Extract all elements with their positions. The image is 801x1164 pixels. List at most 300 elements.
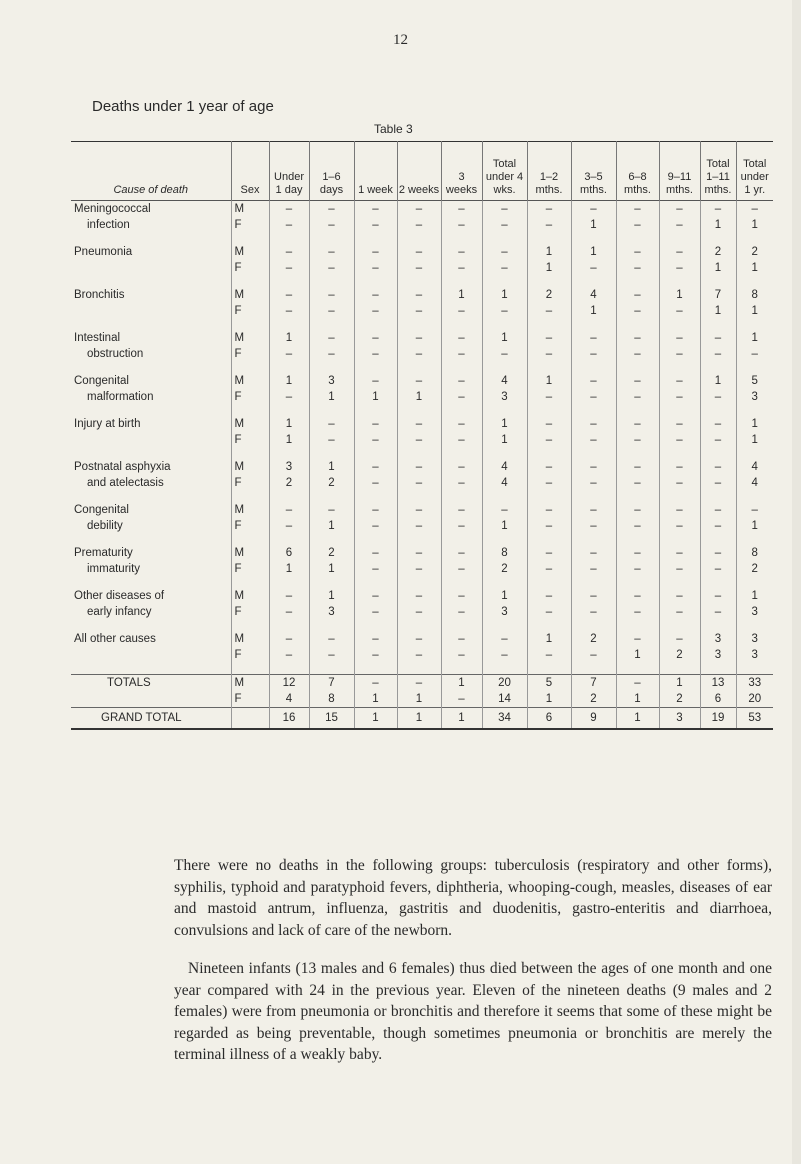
spacer-row [71, 534, 773, 545]
value-cell: 12 [269, 675, 309, 692]
spacer-cell [571, 362, 616, 373]
table-row [71, 459, 773, 475]
value-cell: – [571, 432, 616, 448]
spacer-cell [397, 534, 441, 545]
spacer-cell [527, 405, 571, 416]
value-cell: – [441, 201, 482, 218]
spacer-cell [441, 448, 482, 459]
column-header: 1–6 days [309, 142, 354, 201]
spacer-cell [71, 405, 231, 416]
value-cell: – [441, 561, 482, 577]
value-cell: – [700, 459, 736, 475]
value-cell: – [571, 346, 616, 362]
spacer-cell [571, 233, 616, 244]
value-cell: – [527, 502, 571, 518]
cause-cell: early infancy [87, 606, 152, 618]
value-cell: 4 [482, 475, 527, 491]
value-cell: – [309, 432, 354, 448]
spacer-row [71, 663, 773, 675]
spacer-cell [71, 448, 231, 459]
value-cell: 1 [736, 260, 773, 276]
value-cell: 1 [269, 330, 309, 346]
spacer-cell [441, 319, 482, 330]
spacer-cell [309, 577, 354, 588]
value-cell: – [441, 459, 482, 475]
column-header: Total under 1 yr. [736, 142, 773, 201]
table-header-row [71, 142, 773, 201]
value-cell: – [397, 303, 441, 319]
spacer-cell [231, 319, 269, 330]
value-cell: – [571, 459, 616, 475]
spacer-cell [441, 233, 482, 244]
value-cell: – [527, 604, 571, 620]
value-cell: – [269, 303, 309, 319]
sex-cell: M [231, 416, 269, 432]
value-cell: – [736, 502, 773, 518]
table-row [71, 416, 773, 432]
spacer-cell [397, 233, 441, 244]
value-cell: – [482, 346, 527, 362]
value-cell: – [616, 475, 659, 491]
value-cell: – [269, 631, 309, 647]
spacer-cell [736, 491, 773, 502]
value-cell: – [397, 201, 441, 218]
spacer-cell [354, 362, 397, 373]
value-cell: – [527, 201, 571, 218]
sex-cell: M [231, 588, 269, 604]
spacer-cell [527, 491, 571, 502]
value-cell: – [616, 260, 659, 276]
spacer-cell [482, 577, 527, 588]
sex-cell: M [231, 631, 269, 647]
value-cell: – [659, 631, 700, 647]
value-cell: – [571, 647, 616, 663]
value-cell: – [269, 588, 309, 604]
spacer-cell [354, 276, 397, 287]
cause-cell: Congenital [74, 375, 129, 387]
value-cell: 20 [736, 691, 773, 708]
table-row [71, 303, 773, 319]
value-cell: – [309, 631, 354, 647]
value-cell: 1 [527, 631, 571, 647]
value-cell: 34 [482, 708, 527, 730]
value-cell: – [269, 217, 309, 233]
value-cell: – [700, 201, 736, 218]
spacer-cell [309, 620, 354, 631]
value-cell: – [441, 604, 482, 620]
cause-cell: immaturity [87, 563, 141, 575]
value-cell: 6 [527, 708, 571, 730]
value-cell: 1 [482, 518, 527, 534]
value-cell: – [700, 475, 736, 491]
value-cell: – [269, 260, 309, 276]
value-cell: 1 [736, 217, 773, 233]
value-cell: – [659, 475, 700, 491]
spacer-cell [231, 233, 269, 244]
spacer-cell [482, 534, 527, 545]
value-cell: – [354, 416, 397, 432]
value-cell: 1 [309, 518, 354, 534]
value-cell: – [659, 518, 700, 534]
value-cell: 2 [571, 691, 616, 708]
spacer-cell [482, 362, 527, 373]
value-cell: – [527, 588, 571, 604]
value-cell: – [441, 588, 482, 604]
value-cell: – [269, 604, 309, 620]
spacer-cell [571, 663, 616, 675]
sex-cell [231, 708, 269, 730]
value-cell: – [482, 647, 527, 663]
spacer-cell [397, 577, 441, 588]
spacer-cell [700, 319, 736, 330]
spacer-cell [269, 319, 309, 330]
value-cell: – [700, 389, 736, 405]
spacer-cell [571, 319, 616, 330]
spacer-cell [354, 620, 397, 631]
value-cell: – [397, 330, 441, 346]
value-cell: – [354, 561, 397, 577]
spacer-cell [659, 620, 700, 631]
value-cell: – [397, 604, 441, 620]
value-cell: 2 [736, 561, 773, 577]
spacer-cell [354, 405, 397, 416]
value-cell: – [616, 373, 659, 389]
spacer-cell [482, 319, 527, 330]
spacer-row [71, 448, 773, 459]
value-cell: – [269, 518, 309, 534]
spacer-cell [441, 491, 482, 502]
spacer-cell [354, 663, 397, 675]
value-cell: – [616, 518, 659, 534]
spacer-cell [700, 405, 736, 416]
spacer-row [71, 276, 773, 287]
spacer-cell [736, 276, 773, 287]
cause-cell [71, 647, 231, 663]
spacer-cell [616, 577, 659, 588]
table-row [71, 432, 773, 448]
value-cell: 16 [269, 708, 309, 730]
value-cell: – [616, 604, 659, 620]
cause-cell: obstruction [87, 348, 144, 360]
table-row [71, 518, 773, 534]
value-cell: 6 [700, 691, 736, 708]
cause-cell: malformation [87, 391, 154, 403]
value-cell: – [527, 561, 571, 577]
value-cell: 3 [736, 631, 773, 647]
spacer-cell [700, 362, 736, 373]
value-cell: 1 [269, 373, 309, 389]
value-cell: 1 [527, 691, 571, 708]
value-cell: 1 [309, 389, 354, 405]
value-cell: – [397, 545, 441, 561]
value-cell: 4 [571, 287, 616, 303]
value-cell: – [527, 330, 571, 346]
value-cell: – [354, 518, 397, 534]
value-cell: – [700, 518, 736, 534]
value-cell: – [441, 631, 482, 647]
value-cell: – [616, 244, 659, 260]
spacer-cell [231, 362, 269, 373]
value-cell: – [441, 502, 482, 518]
value-cell: – [309, 647, 354, 663]
spacer-cell [231, 405, 269, 416]
value-cell: – [309, 217, 354, 233]
spacer-cell [397, 663, 441, 675]
spacer-cell [616, 663, 659, 675]
sex-cell: F [231, 217, 269, 233]
page-number: 12 [393, 32, 408, 48]
value-cell: – [571, 604, 616, 620]
sex-cell: M [231, 545, 269, 561]
value-cell: – [482, 303, 527, 319]
value-cell: – [571, 389, 616, 405]
spacer-cell [527, 319, 571, 330]
table-row [71, 604, 773, 620]
value-cell: – [397, 475, 441, 491]
value-cell: 1 [482, 432, 527, 448]
value-cell: – [441, 244, 482, 260]
spacer-cell [700, 276, 736, 287]
sex-cell: M [231, 244, 269, 260]
value-cell: 14 [482, 691, 527, 708]
value-cell: 4 [482, 459, 527, 475]
value-cell: 1 [736, 416, 773, 432]
spacer-cell [269, 534, 309, 545]
value-cell: 2 [700, 244, 736, 260]
spacer-cell [441, 534, 482, 545]
table-row [71, 561, 773, 577]
value-cell: – [397, 459, 441, 475]
value-cell: – [441, 260, 482, 276]
value-cell: – [354, 432, 397, 448]
body-paragraph: Nineteen infants (13 males and 6 females) thus died between the ages of one month and one year compared with 24 in the previous year. Eleven of the nineteen deaths (9 males and 2 females) were from pneumonia or bronchitis and therefore it seems that some of these might be regarded as being preventable, though sometimes pneumonia or bronchitis are merely the terminal illness of a weakly baby. [174, 960, 772, 1063]
value-cell: – [354, 303, 397, 319]
value-cell: – [269, 346, 309, 362]
value-cell: 5 [527, 675, 571, 692]
spacer-cell [309, 491, 354, 502]
value-cell: 3 [736, 647, 773, 663]
spacer-cell [269, 620, 309, 631]
spacer-cell [736, 620, 773, 631]
spacer-cell [231, 491, 269, 502]
value-cell: – [700, 588, 736, 604]
value-cell: 6 [269, 545, 309, 561]
value-cell: 3 [482, 389, 527, 405]
value-cell: – [397, 675, 441, 692]
table-row [71, 588, 773, 604]
value-cell: 2 [482, 561, 527, 577]
column-header: 2 weeks [397, 142, 441, 201]
spacer-cell [71, 319, 231, 330]
spacer-cell [571, 448, 616, 459]
value-cell: – [659, 303, 700, 319]
value-cell: – [700, 346, 736, 362]
value-cell: – [354, 459, 397, 475]
value-cell: 1 [527, 244, 571, 260]
value-cell: – [616, 561, 659, 577]
value-cell: – [736, 201, 773, 218]
value-cell: – [659, 502, 700, 518]
value-cell: 1 [700, 373, 736, 389]
value-cell: – [269, 647, 309, 663]
spacer-cell [71, 362, 231, 373]
spacer-cell [231, 276, 269, 287]
spacer-cell [736, 362, 773, 373]
value-cell: 1 [527, 373, 571, 389]
spacer-cell [269, 663, 309, 675]
column-header: 1 week [354, 142, 397, 201]
spacer-cell [71, 276, 231, 287]
cause-cell [71, 432, 231, 448]
spacer-cell [71, 233, 231, 244]
column-header: Under 1 day [269, 142, 309, 201]
spacer-cell [659, 276, 700, 287]
spacer-row [71, 577, 773, 588]
value-cell: 1 [354, 708, 397, 730]
column-header: Total under 4 wks. [482, 142, 527, 201]
spacer-cell [231, 663, 269, 675]
table-row [71, 346, 773, 362]
spacer-cell [397, 620, 441, 631]
value-cell: 3 [700, 631, 736, 647]
value-cell: – [354, 475, 397, 491]
value-cell: – [482, 217, 527, 233]
value-cell: – [441, 647, 482, 663]
spacer-cell [441, 405, 482, 416]
spacer-cell [441, 276, 482, 287]
value-cell: 2 [309, 545, 354, 561]
value-cell: – [659, 459, 700, 475]
value-cell: – [527, 389, 571, 405]
spacer-cell [527, 362, 571, 373]
cause-cell: Pneumonia [74, 246, 133, 258]
value-cell: – [397, 287, 441, 303]
spacer-cell [527, 663, 571, 675]
value-cell: – [616, 459, 659, 475]
value-cell: 4 [269, 691, 309, 708]
value-cell: – [700, 330, 736, 346]
value-cell: – [616, 588, 659, 604]
column-header: Sex [231, 142, 269, 201]
spacer-cell [659, 448, 700, 459]
spacer-cell [571, 620, 616, 631]
value-cell: 4 [482, 373, 527, 389]
value-cell: – [616, 416, 659, 432]
value-cell: – [354, 604, 397, 620]
spacer-cell [441, 620, 482, 631]
spacer-cell [269, 362, 309, 373]
value-cell: 1 [616, 708, 659, 730]
value-cell: – [659, 201, 700, 218]
spacer-cell [700, 577, 736, 588]
value-cell: 1 [736, 303, 773, 319]
column-header: 6–8 mths. [616, 142, 659, 201]
value-cell: 7 [700, 287, 736, 303]
value-cell: 1 [736, 588, 773, 604]
cause-cell [71, 303, 231, 319]
spacer-cell [616, 534, 659, 545]
column-header: 1–2 mths. [527, 142, 571, 201]
spacer-cell [354, 233, 397, 244]
value-cell: 1 [571, 244, 616, 260]
value-cell: – [659, 217, 700, 233]
value-cell: – [616, 545, 659, 561]
spacer-cell [700, 534, 736, 545]
spacer-cell [231, 577, 269, 588]
value-cell: – [441, 303, 482, 319]
value-cell: 1 [616, 647, 659, 663]
value-cell: – [397, 647, 441, 663]
value-cell: – [354, 545, 397, 561]
cause-cell: Congenital [74, 504, 129, 516]
spacer-row [71, 620, 773, 631]
cause-cell: Postnatal asphyxia [74, 461, 171, 473]
value-cell: – [571, 201, 616, 218]
sex-cell: F [231, 647, 269, 663]
value-cell: – [441, 518, 482, 534]
value-cell: – [571, 475, 616, 491]
value-cell: – [309, 346, 354, 362]
value-cell: 8 [736, 287, 773, 303]
spacer-cell [309, 448, 354, 459]
spacer-cell [571, 276, 616, 287]
value-cell: 1 [482, 588, 527, 604]
spacer-cell [700, 491, 736, 502]
spacer-cell [482, 405, 527, 416]
table-row [71, 475, 773, 491]
value-cell: – [659, 604, 700, 620]
value-cell: – [700, 545, 736, 561]
value-cell: – [441, 217, 482, 233]
spacer-cell [354, 577, 397, 588]
value-cell: 1 [700, 303, 736, 319]
spacer-cell [71, 620, 231, 631]
value-cell: – [616, 346, 659, 362]
sex-cell: F [231, 303, 269, 319]
value-cell: – [571, 561, 616, 577]
spacer-cell [736, 405, 773, 416]
deaths-table [71, 141, 773, 730]
page-edge [792, 0, 801, 1164]
table-row [71, 260, 773, 276]
value-cell: – [441, 545, 482, 561]
spacer-cell [309, 233, 354, 244]
spacer-cell [397, 319, 441, 330]
value-cell: 1 [309, 561, 354, 577]
spacer-cell [231, 448, 269, 459]
value-cell: 1 [269, 561, 309, 577]
totals-label [71, 691, 231, 708]
value-cell: – [441, 475, 482, 491]
value-cell: – [354, 675, 397, 692]
value-cell: 4 [736, 475, 773, 491]
sex-cell: F [231, 432, 269, 448]
value-cell: – [527, 475, 571, 491]
spacer-cell [397, 276, 441, 287]
spacer-cell [354, 448, 397, 459]
value-cell: – [616, 502, 659, 518]
value-cell: – [397, 217, 441, 233]
spacer-cell [736, 319, 773, 330]
spacer-cell [659, 663, 700, 675]
value-cell: – [397, 561, 441, 577]
value-cell: – [527, 545, 571, 561]
spacer-cell [441, 362, 482, 373]
value-cell: – [354, 588, 397, 604]
spacer-cell [269, 448, 309, 459]
value-cell: – [659, 389, 700, 405]
spacer-cell [659, 577, 700, 588]
